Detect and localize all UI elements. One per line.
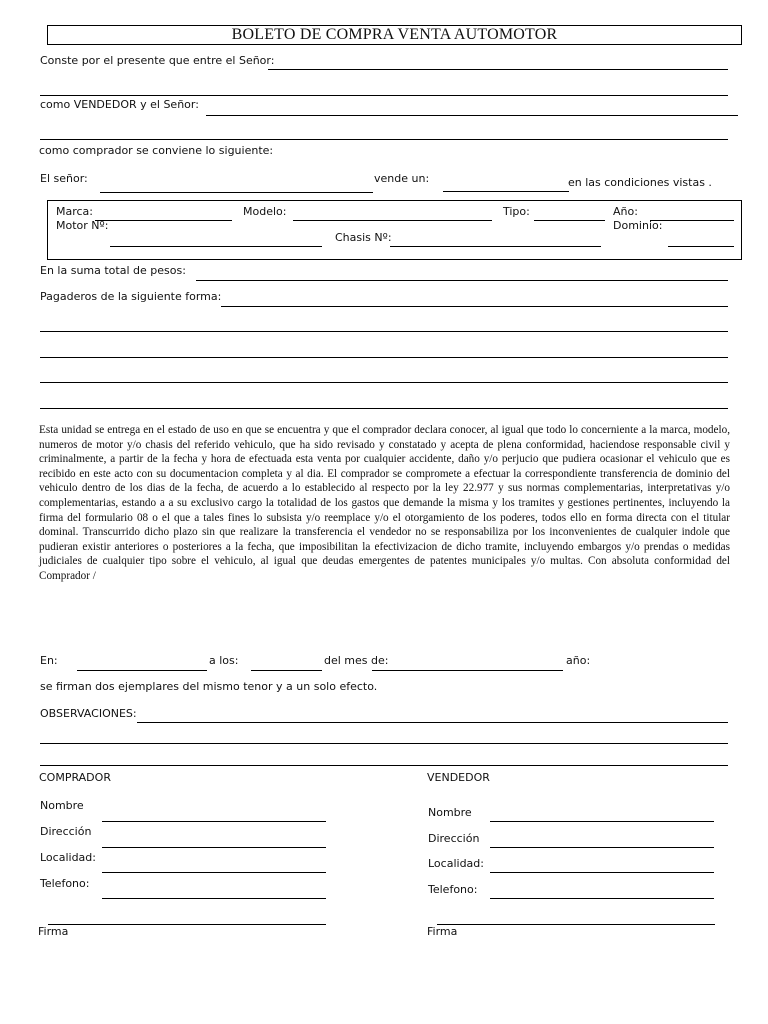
vendedor-nombre-label: Nombre	[428, 806, 472, 819]
del-mes-field[interactable]	[372, 670, 563, 671]
marca-label: Marca:	[56, 205, 94, 218]
suma-label: En la suma total de pesos:	[40, 264, 186, 277]
vendedor-nombre-field[interactable]	[490, 821, 714, 822]
payment-line-2[interactable]	[40, 357, 728, 358]
el-senor-label: El señor:	[40, 172, 88, 185]
en-field[interactable]	[77, 670, 207, 671]
anio-label: Año:	[613, 205, 638, 218]
comprador-name-field[interactable]	[206, 115, 738, 116]
vendedor-firma-line[interactable]	[437, 924, 715, 925]
anio-field[interactable]	[650, 220, 734, 221]
observaciones-line-2[interactable]	[40, 743, 728, 744]
observaciones-field[interactable]	[137, 722, 728, 723]
terms-paragraph: Esta unidad se entrega en el estado de uso en que se encuentra y que el comprador declara conocer, al igual que todo lo concerniente a la marca, modelo, numeros de motor y/o chasis del referido vehiculo, que ha sido revisado y constatado y acepta de plena conformidad, haciendose responsable civil y criminalmente, a partir de la fecha y hora de efectuada esta venta por cualquier accidente, daño y/o perjucio que pudiera ocasionar el vehiculo que es recibido en este acto con su documentacion completa y al dia. El comprador se compromete a efectuar la correspondiente transferencia de dominio del vehiculo dentro de los dias de la fecha, de acuerdo a lo establecido al respecto por la ley 22.977 y sus normas complementarias, interpretativas y/o complementarias, estando a a su exclusivo cargo la totalidad de los gastos que demande la misma y los tramites y gestiones pertinentes, incluyendo la firma del formulario 08 o el que a tales fines lo subsista y/o reemplace y/o el otorgamiento de los poderes, todos ello en forma directa con el titular dominal. Transcurrido dicho plazo sin que realizare la transferencia el vendedor no se responsabiliza por los inconvenientes de cualquier indole que pudieran existir anteriores o posteriores a la fecha, que imposibilitan la efectivizacion de dicho tramite, incluyendo embargos y/o prendas o medidas judiciales de cualquier tipo sobre el vehiculo, al igual que deudas emergentes de patentes municipales y/o multas. Con absoluta conformidad del Comprador /	[39, 424, 730, 582]
vende-un-label: vende un:	[374, 172, 430, 185]
tenor-text: se firman dos ejemplares del mismo tenor y a un solo efecto.	[40, 680, 378, 693]
condiciones-label: en las condiciones vistas .	[568, 176, 712, 189]
tipo-field[interactable]	[534, 220, 605, 221]
modelo-field[interactable]	[293, 220, 492, 221]
observaciones-line-3[interactable]	[40, 765, 728, 766]
modelo-label: Modelo:	[243, 205, 287, 218]
pagaderos-field[interactable]	[221, 306, 728, 307]
vendedor-heading: VENDEDOR	[427, 771, 490, 784]
chasis-field[interactable]	[390, 246, 601, 247]
comprador-nombre-field[interactable]	[102, 821, 326, 822]
payment-line-3[interactable]	[40, 382, 728, 383]
comprador-telefono-label: Telefono:	[40, 877, 90, 890]
comprador-direccion-label: Dirección	[40, 825, 92, 838]
payment-line-1[interactable]	[40, 331, 728, 332]
vendedor-localidad-field[interactable]	[490, 872, 714, 873]
conste-label: Conste por el presente que entre el Señor:	[40, 54, 275, 67]
vendedor-telefono-label: Telefono:	[428, 883, 478, 896]
a-los-field[interactable]	[251, 670, 322, 671]
document-title: BOLETO DE COMPRA VENTA AUTOMOTOR	[231, 26, 558, 43]
dominio-field[interactable]	[668, 246, 734, 247]
vendedor-firma-label: Firma	[427, 925, 458, 938]
motor-field[interactable]	[110, 246, 322, 247]
comprador-name-field-2[interactable]	[40, 139, 728, 140]
vendedor-label: como VENDEDOR y el Señor:	[40, 98, 199, 111]
vendedor-direccion-field[interactable]	[490, 847, 714, 848]
tipo-label: Tipo:	[503, 205, 530, 218]
vendedor-name-field-2[interactable]	[40, 95, 728, 96]
comprador-localidad-label: Localidad:	[40, 851, 96, 864]
comprador-nombre-label: Nombre	[40, 799, 84, 812]
del-mes-label: del mes de:	[324, 654, 389, 667]
dominio-label: Dominio:	[613, 219, 663, 232]
comprador-localidad-field[interactable]	[102, 872, 326, 873]
comprador-telefono-field[interactable]	[102, 898, 326, 899]
pagaderos-label: Pagaderos de la siguiente forma:	[40, 290, 222, 303]
marca-field[interactable]	[95, 220, 232, 221]
chasis-label: Chasis Nº:	[335, 231, 392, 244]
comprador-direccion-field[interactable]	[102, 847, 326, 848]
vendedor-localidad-label: Localidad:	[428, 857, 484, 870]
comprador-firma-line[interactable]	[48, 924, 326, 925]
motor-label: Motor Nº:	[56, 219, 109, 232]
vendedor-telefono-field[interactable]	[490, 898, 714, 899]
comprador-label: como comprador se conviene lo siguiente:	[39, 144, 274, 157]
el-senor-field[interactable]	[100, 192, 373, 193]
comprador-firma-label: Firma	[38, 925, 69, 938]
document-title-box	[47, 25, 742, 45]
comprador-heading: COMPRADOR	[39, 771, 111, 784]
observaciones-label: OBSERVACIONES:	[40, 707, 137, 720]
payment-line-4[interactable]	[40, 408, 728, 409]
vendedor-name-field[interactable]	[268, 69, 728, 70]
anio-signing-label: año:	[566, 654, 591, 667]
vende-un-field[interactable]	[443, 191, 569, 192]
en-label: En:	[40, 654, 58, 667]
a-los-label: a los:	[209, 654, 239, 667]
suma-field[interactable]	[196, 280, 728, 281]
vendedor-direccion-label: Dirección	[428, 832, 480, 845]
